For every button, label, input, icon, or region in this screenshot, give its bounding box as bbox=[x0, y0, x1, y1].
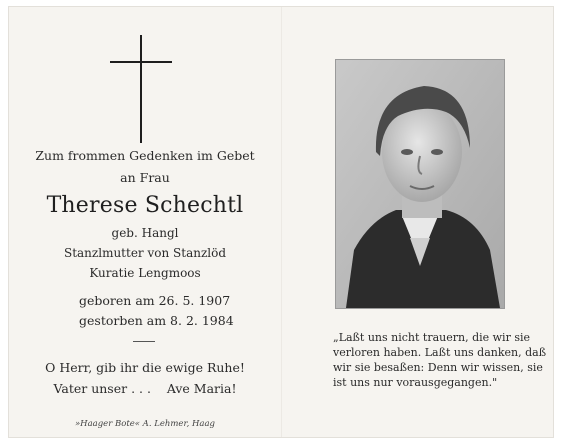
cross-icon bbox=[110, 35, 172, 143]
quote-line: verloren haben. Laßt uns danken, daß bbox=[333, 346, 547, 359]
role-line: Stanzlmutter von Stanzlöd bbox=[63, 246, 227, 260]
birth-date: geboren am 26. 5. 1907 bbox=[79, 293, 231, 308]
deceased-name: Therese Schechtl bbox=[46, 193, 244, 218]
prayer-line-1: O Herr, gib ihr die ewige Ruhe! bbox=[45, 360, 245, 375]
parish-line: Kuratie Lengmoos bbox=[89, 266, 201, 280]
death-date: gestorben am 8. 2. 1984 bbox=[79, 313, 234, 328]
card-left-panel bbox=[9, 7, 281, 437]
intro-line: Zum frommen Gedenken im Gebet bbox=[35, 148, 255, 163]
memorial-quote bbox=[333, 330, 547, 390]
card-right-panel bbox=[283, 7, 555, 437]
life-dates bbox=[79, 291, 234, 331]
prayer-line-2: Vater unser . . . Ave Maria! bbox=[53, 381, 237, 396]
quote-line: wir sie besaßen: Denn wir wissen, sie bbox=[333, 361, 543, 374]
portrait-photo bbox=[335, 59, 505, 309]
divider bbox=[133, 341, 155, 342]
maiden-name: geb. Hangl bbox=[111, 226, 179, 240]
cross-horizontal-bar bbox=[110, 61, 172, 63]
portrait-image bbox=[336, 60, 504, 308]
quote-line: „Laßt uns nicht trauern, die wir sie bbox=[333, 331, 530, 344]
cross-vertical-bar bbox=[140, 35, 142, 143]
intro-line-2: an Frau bbox=[120, 170, 170, 185]
memorial-card bbox=[8, 6, 554, 438]
quote-line: ist uns nur vorausgegangen." bbox=[333, 376, 498, 389]
printer-credit: »Haager Bote« A. Lehmer, Haag bbox=[74, 419, 215, 429]
